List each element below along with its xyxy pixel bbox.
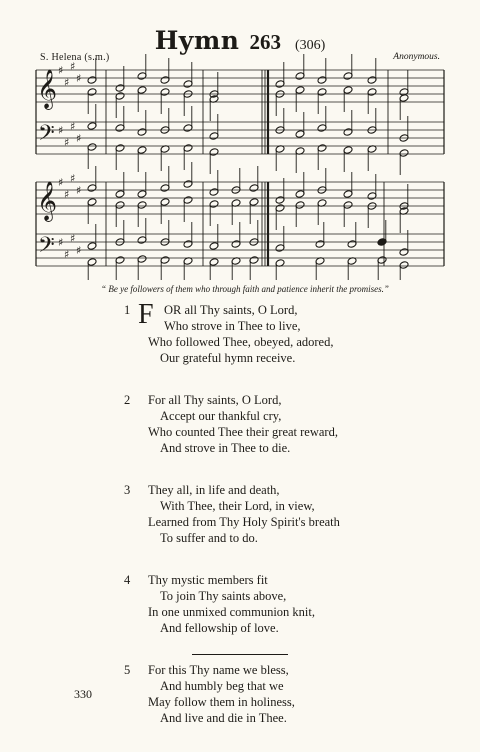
verse-number: 5: [124, 663, 131, 677]
verse-1: [124, 299, 340, 366]
verse-line: Thy mystic members fit: [148, 573, 268, 587]
sharp-sign: ♯: [76, 184, 82, 197]
verse-number: 2: [124, 393, 131, 407]
verse-number: 4: [124, 573, 131, 587]
epigraph: “ Be ye followers of them who through faith and patience inherit the promises.”: [101, 284, 389, 294]
verse-line: In one unmixed communion knit,: [148, 605, 315, 619]
hymn-verses: [124, 299, 340, 752]
verse-line: And strove in Thee to die.: [160, 441, 291, 455]
sharp-sign: ♯: [76, 244, 82, 257]
sharp-sign: ♯: [58, 124, 64, 137]
verse-3: [124, 482, 340, 546]
verse-line: To suffer and to do.: [160, 531, 258, 545]
alt-number: (306): [294, 38, 326, 53]
hymn-word: Hymn: [154, 26, 240, 55]
verse-line: Who followed Thee, obeyed, adored,: [148, 335, 334, 349]
verse-line: To join Thy saints above,: [160, 589, 287, 603]
treble-clef: 𝄞: [37, 181, 58, 221]
sharp-sign: ♯: [58, 64, 64, 77]
verse-line: May follow them in holiness,: [148, 695, 295, 709]
sharp-sign: ♯: [70, 232, 76, 245]
verse-line: Learned from Thy Holy Spirit's breath: [148, 515, 340, 529]
sharp-sign: ♯: [64, 188, 70, 201]
sharp-sign: ♯: [64, 76, 70, 89]
verse-5: [124, 662, 340, 726]
sharp-sign: ♯: [76, 72, 82, 85]
verse-line: Who strove in Thee to live,: [164, 319, 301, 333]
verse-line: They all, in life and death,: [148, 483, 280, 497]
verse-2: [124, 392, 340, 456]
verse-line: For all Thy saints, O Lord,: [148, 393, 282, 407]
treble-clef: 𝄞: [37, 69, 58, 109]
verse-line: For this Thy name we bless,: [148, 663, 289, 677]
verse-line: Who counted Thee their great reward,: [148, 425, 338, 439]
sharp-sign: ♯: [70, 120, 76, 133]
sharp-sign: ♯: [58, 236, 64, 249]
bass-clef: 𝄢: [38, 233, 55, 263]
verse-4: [124, 572, 340, 636]
tune-name: S. Helena (s.m.): [40, 52, 110, 63]
sharp-sign: ♯: [70, 172, 76, 185]
verse-number: 1: [124, 303, 131, 317]
verse-line: Our grateful hymn receive.: [160, 351, 296, 365]
verse-line: And live and die in Thee.: [160, 711, 287, 725]
verse-line: And fellowship of love.: [160, 621, 279, 635]
verse-line: And humbly beg that we: [160, 679, 284, 693]
sharp-sign: ♯: [76, 132, 82, 145]
sharp-sign: ♯: [64, 248, 70, 261]
verse-number: 3: [124, 483, 131, 497]
sharp-sign: ♯: [58, 176, 64, 189]
drop-cap: F: [138, 299, 154, 330]
sharp-sign: ♯: [70, 60, 76, 73]
music-score: [0, 0, 480, 280]
hymn-number: 263: [249, 30, 281, 54]
author-credit: Anonymous.: [393, 52, 440, 62]
page-number: 330: [74, 687, 92, 701]
verse-line: With Thee, their Lord, in view,: [160, 499, 315, 513]
verse-line: Accept our thankful cry,: [160, 409, 282, 423]
sharp-sign: ♯: [64, 136, 70, 149]
verse-line: OR all Thy saints, O Lord,: [164, 303, 298, 317]
bass-clef: 𝄢: [38, 121, 55, 151]
end-rule: [192, 654, 288, 655]
